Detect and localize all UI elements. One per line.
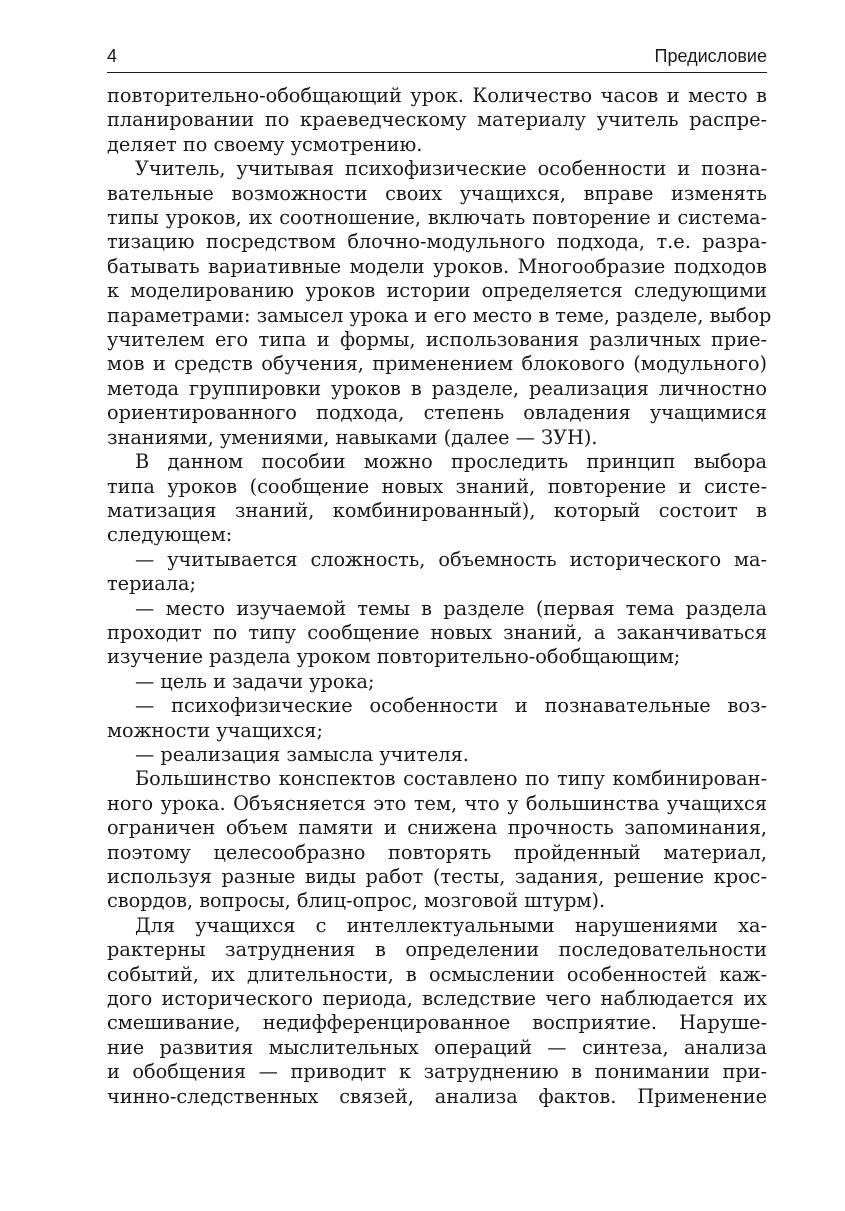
paragraph [107,450,767,548]
text-line: деляет по своему усмотрению. [107,132,423,156]
text-line: вательные возможности своих учащихся, вправе изменять [107,181,767,205]
text-line: и обобщения — приводит к затруднению в понимании при- [107,1060,767,1084]
text-line: ние развития мыслительных операций — синтеза, анализа [107,1035,767,1059]
paragraph [107,670,767,694]
text-line: проходит по типу сообщение новых знаний, а заканчиваться [107,620,767,644]
text-line: — учитывается сложность, объемность исторического ма- [135,547,767,571]
text-line: Для учащихся с интеллектуальными нарушениями ха- [135,913,767,937]
text-line: можности учащихся; [107,718,323,742]
running-head: Предисловие [654,46,767,66]
paragraph [107,597,767,670]
paragraph [107,157,772,450]
paragraph [107,767,767,913]
text-line: дого исторического периода, вследствие чего наблюдается их [107,987,767,1011]
text-line: В данном пособии можно проследить принцип выбора [135,450,767,474]
text-line: батывать вариативные модели уроков. Многообразие подходов [107,254,767,278]
text-line: — цель и задачи урока; [135,669,375,693]
text-line: — реализация замысла учителя. [135,742,469,766]
text-line: — психофизические особенности и познавательные воз- [135,694,767,718]
text-line: изучение раздела уроком повторительно-обобщающим; [107,645,681,669]
text-line: поэтому целесообразно повторять пройденный материал, [107,840,767,864]
text-line: ного урока. Объясняется это тем, что у большинства учащихся [107,791,767,815]
body-text [107,84,772,1109]
text-line: Большинство конспектов составлено по типу комбинирован- [135,767,767,791]
text-line: рактерны затруднения в определении последовательности [107,938,767,962]
text-line: типы уроков, их соотношение, включать повторение и система- [107,206,767,230]
text-line: повторительно-обобщающий урок. Количество часов и место в [107,84,767,107]
text-line: используя разные виды работ (тесты, задания, решение крос- [107,865,767,888]
text-line: ограничен объем памяти и снижена прочность запоминания, [107,816,767,840]
text-line: следующем: [107,523,233,547]
text-line: матизация знаний, комбинированный), который состоит в [107,498,767,522]
text-line: типа уроков (сообщение новых знаний, повторение и систе- [107,474,767,498]
text-line: териала; [107,572,197,596]
text-line: мов и средств обучения, применением блокового (модульного) [107,352,767,376]
text-line: Учитель, учитывая психофизические особенности и позна- [135,157,767,181]
text-line: событий, их длительности, в осмыслении особенностей каж- [107,962,767,986]
paragraph [107,694,767,743]
text-line: метода группировки уроков в разделе, реализация личностно [107,376,767,400]
text-line: параметрами: замысел урока и его место в теме, разделе, выбор [107,303,772,327]
text-line: планировании по краеведческому материалу учитель распре- [107,108,767,132]
page-number: 4 [107,46,118,66]
text-line: к моделированию уроков истории определяется следующими [107,279,767,303]
paragraph [107,914,767,1109]
text-line: свордов, вопросы, блиц-опрос, мозговой штурм). [107,889,606,913]
text-line: ориентированного подхода, степень овладения учащимися [107,401,767,425]
paragraph [107,84,767,157]
text-line: — место изучаемой темы в разделе (первая тема раздела [135,596,767,620]
text-line: тизацию посредством блочно-модульного подхода, т.е. разра- [107,230,767,254]
text-line: смешивание, недифференцированное восприятие. Наруше- [107,1011,767,1035]
text-line: учителем его типа и формы, использования различных прие- [107,328,767,352]
paragraph [107,743,767,767]
page-header [107,44,767,73]
text-line: чинно-следственных связей, анализа фактов. Применение [107,1084,767,1108]
paragraph [107,548,767,597]
text-line: знаниями, умениями, навыками (далее — ЗУН). [107,425,598,449]
